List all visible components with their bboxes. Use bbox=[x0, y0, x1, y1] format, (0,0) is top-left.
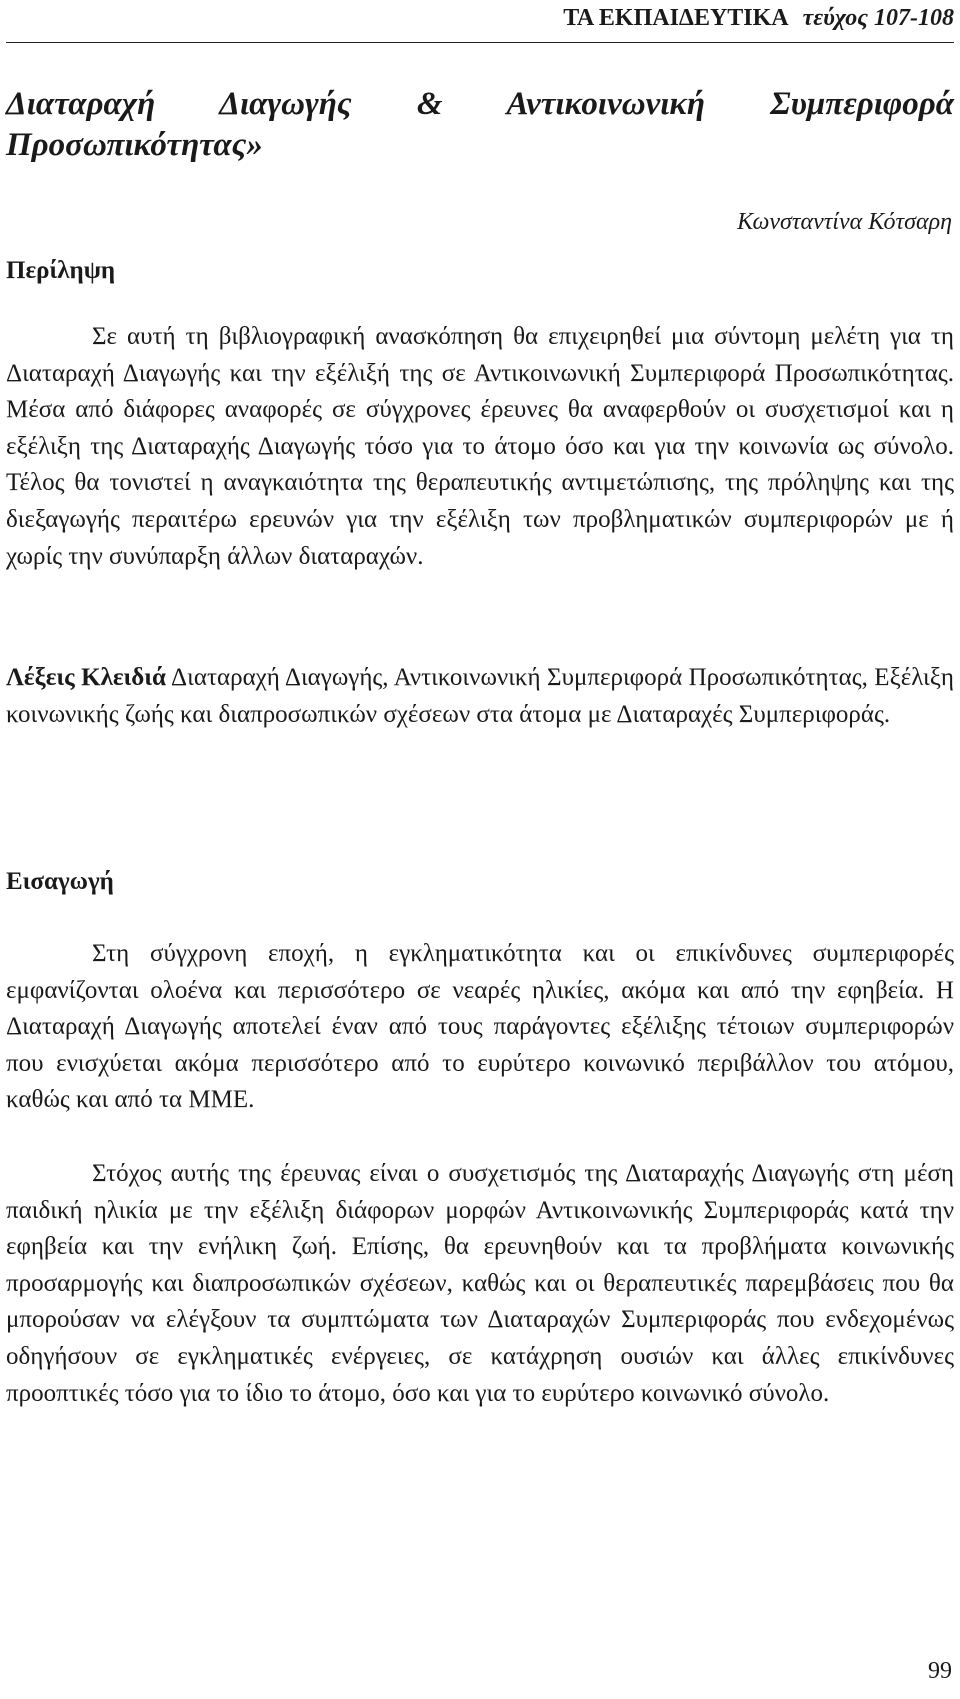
page-number: 99 bbox=[928, 1658, 952, 1684]
abstract-heading: Περίληψη bbox=[6, 257, 116, 284]
article-title-line-2: Προσωπικότητας» bbox=[6, 127, 263, 163]
keywords-label: Λέξεις Κλειδιά bbox=[6, 664, 166, 691]
abstract-text: Σε αυτή τη βιβλιογραφική ανασκόπηση θα επιχειρηθεί μια σύντομη μελέτη για τη Διαταραχή Διαγωγής και την εξέλιξή της σε Αντικοινωνική Συμπεριφορά Προσωπικότητας. Μέσα από διάφορες αναφορές σε σύγχρονες έρευνες θα αναφερθούν οι συσχετισμοί και η εξέλιξη της Διαταραχής Διαγωγής τόσο για το άτομο όσο και για την κοινωνία ως σύνολο. Τέλος θα τονιστεί η αναγκαιότητα της θεραπευτικής αντιμετώπισης, της πρόληψης και της διεξαγωγής περαιτέρω ερευνών για την εξέλιξη των προβληματικών συμπεριφορών με ή χωρίς την συνύπαρξη άλλων διαταραχών. bbox=[6, 323, 954, 570]
article-title-line-1: Διαταραχή Διαγωγής & Αντικοινωνική Συμπεριφορά bbox=[6, 86, 954, 122]
journal-name: ΤΑ ΕΚΠΑΙΔΕΥΤΙΚΑ bbox=[563, 5, 789, 31]
introduction-heading: Εισαγωγή bbox=[6, 868, 114, 895]
issue-number: τεύχος 107-108 bbox=[802, 5, 954, 31]
document-page bbox=[6, 0, 954, 1699]
keywords-paragraph bbox=[6, 660, 954, 733]
article-title bbox=[6, 84, 954, 166]
running-head bbox=[6, 4, 954, 32]
author-name: Κωνσταντίνα Κότσαρη bbox=[737, 209, 952, 235]
introduction-paragraph-1: Στη σύγχρονη εποχή, η εγκληματικότητα και οι επικίνδυνες συμπεριφορές εμφανίζονται ολοένα και περισσότερο σε νεαρές ηλικίες, ακόμα και από την εφηβεία. Η Διαταραχή Διαγωγής αποτελεί έναν από τους παράγοντες εξέλιξης τέτοιων συμπεριφορών που ενισχύεται ακόμα περισσότερο από το ευρύτερο κοινωνικό περιβάλλον του ατόμου, καθώς και από τα ΜΜΕ. bbox=[6, 940, 954, 1114]
introduction-paragraph-2: Στόχος αυτής της έρευνας είναι ο συσχετισμός της Διαταραχής Διαγωγής στη μέση παιδική ηλικία με την εξέλιξη διάφορων μορφών Αντικοινωνικής Συμπεριφοράς κατά την εφηβεία και την ενήλικη ζωή. Επίσης, θα ερευνηθούν και τα προβλήματα κοινωνικής προσαρμογής και διαπροσωπικών σχέσεων, καθώς και οι θεραπευτικές παρεμβάσεις που θα μπορούσαν να ελέγξουν τα συμπτώματα των Διαταραχών Συμπεριφοράς που ενδεχομένως οδηγήσουν σε εγκληματικές ενέργειες, σε κατάχρηση ουσιών και άλλες επικίνδυνες προοπτικές τόσο για το ίδιο το άτομο, όσο και για το ευρύτερο κοινωνικό σύνολο. bbox=[6, 1160, 954, 1407]
header-rule bbox=[6, 42, 954, 43]
keywords-text: Διαταραχή Διαγωγής, Αντικοινωνική Συμπεριφορά Προσωπικότητας, Εξέλιξη κοινωνικής ζωής και διαπροσωπικών σχέσεων στα άτομα με Διαταραχές Συμπεριφοράς. bbox=[6, 664, 954, 728]
